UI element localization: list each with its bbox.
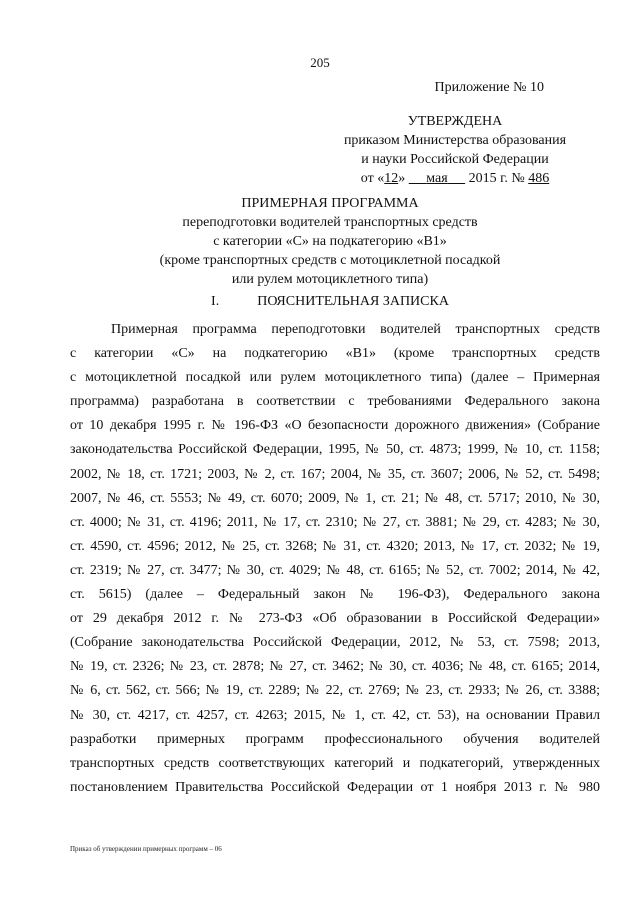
date-month: мая [426, 171, 448, 186]
approval-title: УТВЕРЖДЕНА [407, 114, 503, 129]
body-line: Примерная программа переподготовки водителей транспортных средств [111, 322, 600, 337]
body-line: № 6, ст. 562, ст. 566; № 19, ст. 2289; № 22, ст. 2769; № 23, ст. 2933; № 26, ст. 3388; [70, 683, 600, 699]
document-title-block [0, 194, 640, 289]
body-line: с мотоциклетной посадкой или рулем мотоциклетного типа) (далее – Примерная [70, 370, 600, 386]
document-subtitle-3: (кроме транспортных средств с мотоциклетной посадкой [159, 253, 501, 268]
body-line: законодательства Российской Федерации, 1995, № 50, ст. 4873; 1999, № 10, ст. 1158; [70, 442, 600, 458]
section-heading [0, 294, 640, 310]
date-year: 2015 г. № [468, 171, 525, 186]
date-mid: » [398, 171, 406, 186]
body-line: постановлением Правительства Российской Федерации от 1 ноября 2013 г. № 980 [70, 779, 600, 795]
approval-line-1: приказом Министерства образования [343, 133, 567, 148]
document-title: ПРИМЕРНАЯ ПРОГРАММА [241, 196, 419, 211]
section-title: ПОЯСНИТЕЛЬНАЯ ЗАПИСКА [257, 294, 449, 309]
body-line: с категории «С» на подкатегорию «В1» (кроме транспортных средств [70, 346, 600, 362]
page-footer: Приказ об утверждении примерных программ – 06 [70, 845, 222, 853]
order-number: 486 [528, 171, 550, 186]
body-line: транспортных средств соответствующих категорий и подкатегорий, утвержденных [70, 755, 600, 771]
body-line: № 19, ст. 2326; № 23, ст. 2878; № 27, ст. 3462; № 30, ст. 4036; № 48, ст. 6165; 2014, [70, 659, 600, 675]
date-day: 12 [384, 171, 399, 186]
document-subtitle-2: с категории «С» на подкатегорию «В1» [213, 234, 447, 249]
approval-date-line [320, 169, 590, 188]
body-line: разработки примерных программ профессионального обучения водителей [70, 731, 600, 747]
body-line: ст. 2319; № 27, ст. 3477; № 30, ст. 4029; № 48, ст. 6165; № 52, ст. 7002; 2014, № 42, [70, 562, 600, 578]
body-line: № 30, ст. 4217, ст. 4257, ст. 4263; 2015, № 1, ст. 42, ст. 53), на основании Правил [70, 707, 600, 723]
appendix-label: Приложение № 10 [434, 80, 544, 95]
body-paragraph [70, 318, 600, 800]
approval-block [320, 112, 590, 188]
body-line: от 10 декабря 1995 г. № 196-ФЗ «О безопасности дорожного движения» (Собрание [70, 418, 600, 434]
date-prefix: от « [360, 171, 385, 186]
page-number: 205 [310, 55, 330, 70]
section-number: I. [211, 294, 220, 309]
body-line: ст. 4590, ст. 4596; 2012, № 25, ст. 3268; № 31, ст. 4320; 2013, № 17, ст. 2032; № 19, [70, 538, 600, 554]
body-line: программа) разработана в соответствии с требованиями Федерального закона [70, 394, 600, 410]
body-line: (Собрание законодательства Российской Федерации, 2012, № 53, ст. 7598; 2013, [70, 635, 600, 651]
document-subtitle-1: переподготовки водителей транспортных средств [182, 215, 478, 230]
approval-line-2: и науки Российской Федерации [361, 152, 549, 167]
document-subtitle-4: или рулем мотоциклетного типа) [231, 272, 429, 287]
body-line: от 29 декабря 2012 г. № 273-ФЗ «Об образовании в Российской Федерации» [70, 611, 600, 627]
body-line: ст. 5615) (далее – Федеральный закон № 196-ФЗ), Федерального закона [70, 587, 600, 603]
body-line: 2007, № 46, ст. 5553; № 49, ст. 6070; 2009, № 1, ст. 21; № 48, ст. 5717; 2010, № 30, [70, 490, 600, 506]
body-line: 2002, № 18, ст. 1721; 2003, № 2, ст. 167; 2004, № 35, ст. 3607; 2006, № 52, ст. 5498; [70, 466, 600, 482]
body-line: ст. 4000; № 31, ст. 4196; 2011, № 17, ст. 2310; № 27, ст. 3881; № 29, ст. 4283; № 30, [70, 514, 600, 530]
